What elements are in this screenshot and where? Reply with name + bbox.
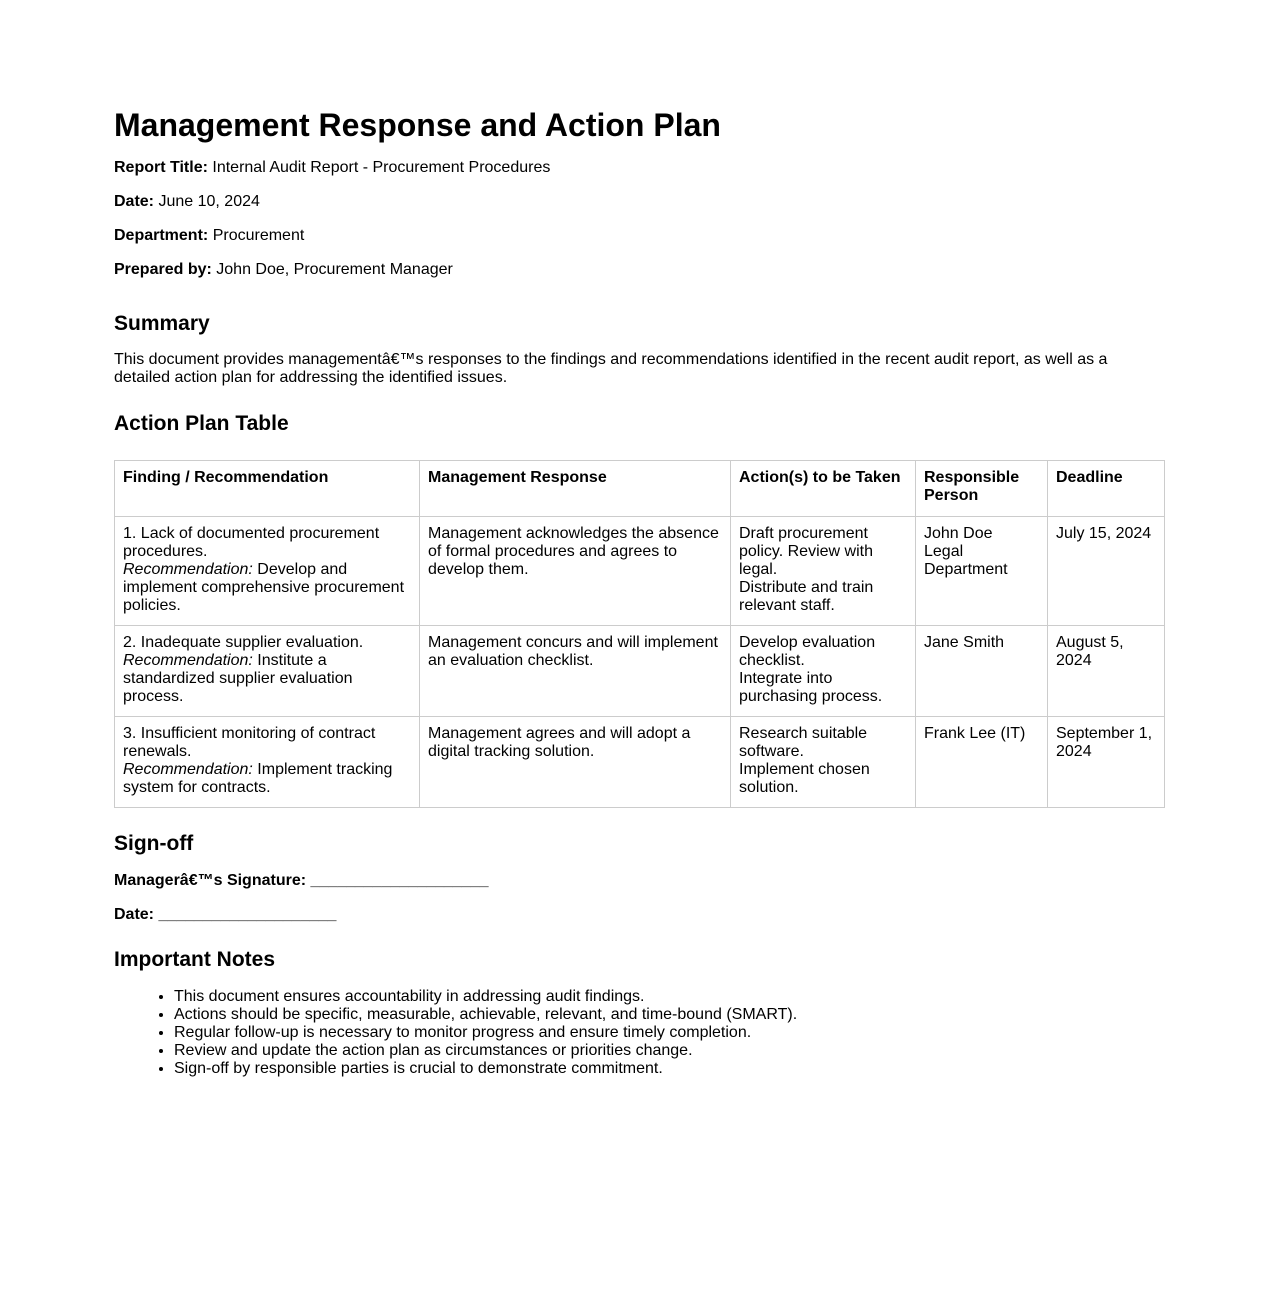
prepared-by-line: [114, 261, 1164, 279]
person-text: Legal Department: [924, 543, 1008, 578]
recommendation-label: Recommendation:: [123, 652, 253, 669]
department-line: [114, 227, 1164, 245]
action-text: Distribute and train relevant staff.: [739, 579, 874, 614]
person-cell: [916, 626, 1048, 717]
report-title-line: [114, 159, 1164, 177]
recommendation-label: Recommendation:: [123, 761, 253, 778]
list-item: • Review and update the action plan as circumstances or priorities change.: [174, 1042, 1164, 1060]
action-plan-table: [114, 460, 1165, 808]
signoff-heading: Sign-off: [114, 832, 194, 855]
list-item: • Actions should be specific, measurable, achievable, relevant, and time-bound (SMART).: [174, 1006, 1164, 1024]
actions-cell: [731, 717, 916, 808]
person-text: Jane Smith: [924, 634, 1005, 651]
response-cell: Management agrees and will adopt a digital tracking solution.: [420, 717, 731, 808]
actions-cell: [731, 517, 916, 626]
recommendation-text: Institute a standardized supplier evaluation process.: [123, 652, 353, 705]
department-label: Department:: [114, 227, 209, 244]
finding-cell: [115, 717, 420, 808]
table-header-row: [115, 461, 1165, 517]
column-header-deadline: Deadline: [1048, 461, 1165, 517]
notes-list: [114, 988, 1164, 1078]
column-header-response: Management Response: [420, 461, 731, 517]
page-title: Management Response and Action Plan: [114, 107, 721, 143]
list-item: • Regular follow-up is necessary to monitor progress and ensure timely completion.: [174, 1024, 1164, 1042]
table-row: [115, 517, 1165, 626]
action-text: Develop evaluation checklist.: [739, 634, 876, 669]
prepared-by-label: Prepared by:: [114, 261, 212, 278]
signoff-date-line: Date: ____________________: [114, 906, 337, 923]
prepared-by-value: John Doe, Procurement Manager: [216, 261, 453, 278]
recommendation-label: Recommendation:: [123, 561, 253, 578]
person-text: Frank Lee (IT): [924, 725, 1026, 742]
finding-cell: [115, 626, 420, 717]
manager-signature-line: Managerâ€™s Signature: ____________________: [114, 872, 489, 889]
recommendation-text: Implement tracking system for contracts.: [123, 761, 393, 796]
column-header-actions: Action(s) to be Taken: [731, 461, 916, 517]
notes-heading: Important Notes: [114, 948, 276, 971]
person-text: John Doe: [924, 525, 993, 542]
date-line: [114, 193, 1164, 211]
deadline-cell: September 1, 2024: [1048, 717, 1165, 808]
deadline-cell: August 5, 2024: [1048, 626, 1165, 717]
actions-cell: [731, 626, 916, 717]
response-cell: Management acknowledges the absence of formal procedures and agrees to develop them.: [420, 517, 731, 626]
date-label: Date:: [114, 193, 155, 210]
table-row: [115, 717, 1165, 808]
action-plan-heading: Action Plan Table: [114, 412, 289, 435]
action-text: Draft procurement policy. Review with legal.: [739, 525, 873, 578]
department-value: Procurement: [212, 227, 305, 244]
finding-cell: [115, 517, 420, 626]
person-cell: [916, 717, 1048, 808]
action-text: Research suitable software.: [739, 725, 868, 760]
column-header-finding: Finding / Recommendation: [115, 461, 420, 517]
summary-heading: Summary: [114, 312, 210, 335]
report-title-value: Internal Audit Report - Procurement Procedures: [212, 159, 551, 176]
column-header-person: Responsible Person: [916, 461, 1048, 517]
report-title-label: Report Title:: [114, 159, 208, 176]
recommendation-text: Develop and implement comprehensive procurement policies.: [123, 561, 405, 614]
table-row: [115, 626, 1165, 717]
list-item: • Sign-off by responsible parties is crucial to demonstrate commitment.: [174, 1060, 1164, 1078]
response-cell: Management concurs and will implement an evaluation checklist.: [420, 626, 731, 717]
summary-text: This document provides managementâ€™s responses to the findings and recommendations identified in the recent audit report, as well as a detailed action plan for addressing the identified issues.: [114, 351, 1108, 386]
finding-text: 2. Inadequate supplier evaluation.: [123, 634, 364, 651]
action-text: Integrate into purchasing process.: [739, 670, 883, 705]
action-text: Implement chosen solution.: [739, 761, 870, 796]
finding-text: 1. Lack of documented procurement procedures.: [123, 525, 380, 560]
finding-text: 3. Insufficient monitoring of contract renewals.: [123, 725, 376, 760]
date-value: June 10, 2024: [158, 193, 260, 210]
list-item: • This document ensures accountability in addressing audit findings.: [174, 988, 1164, 1006]
person-cell: [916, 517, 1048, 626]
deadline-cell: July 15, 2024: [1048, 517, 1165, 626]
